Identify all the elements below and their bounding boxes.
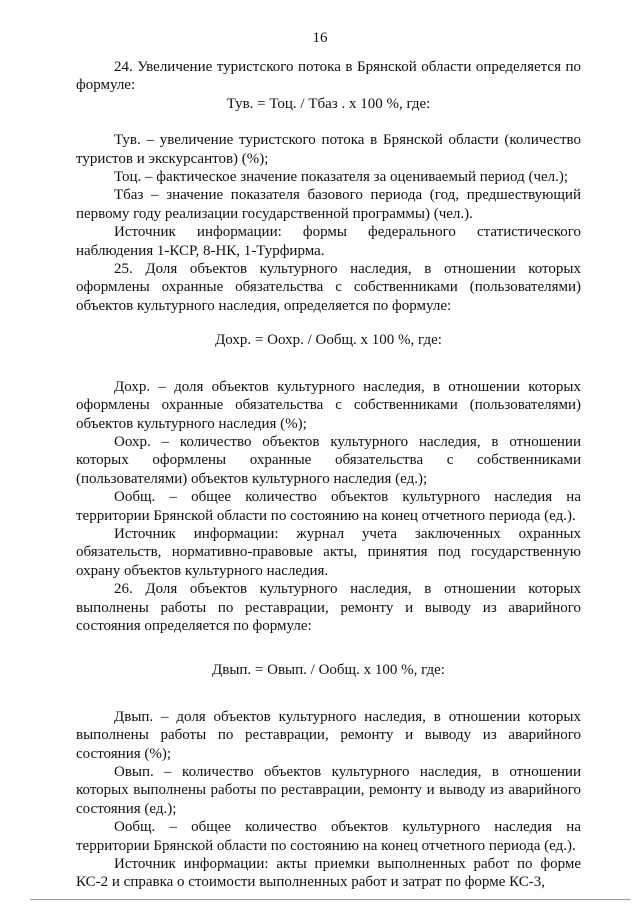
source-24: Источник информации: формы федерального статистического наблюдения 1-КСР, 8-НК, 1-Турфирма. [76, 224, 581, 259]
paragraph-25: 25. Доля объектов культурного наследия, в отношении которых оформлены охранные обязательства с собственниками (пользователями) объектов культурного наследия, определяется по формуле: [76, 261, 581, 314]
definition-oobsch-25: Ообщ. – общее количество объектов культурного наследия на территории Брянской области по состоянию на конец отчетного периода (ед.). [76, 489, 581, 524]
formula-dvyp: Двып. = Овып. / Ообщ. х 100 %, где: [212, 662, 445, 679]
definition-tuv: Тув. – увеличение туристского потока в Брянской области (количество туристов и экскурсантов) (%); [76, 132, 581, 167]
page-number: 16 [312, 30, 328, 46]
source-26: Источник информации: акты приемки выполненных работ по форме КС-2 и справка о стоимости выполненных работ и затрат по форме КС-3, [76, 856, 581, 891]
formula-tourist-growth: Тув. = Тоц. / Тбаз . х 100 %, где: [226, 95, 431, 112]
definition-dvyp: Двып. – доля объектов культурного наследия, в отношении которых выполнены работы по реставрации, ремонту и выводу из аварийного состояния (%); [76, 708, 581, 762]
definition-ovyp: Овып. – количество объектов культурного наследия, в отношении которых выполнены работы по реставрации, ремонту и выводу из аварийного состояния (ед.); [76, 764, 581, 817]
definition-toc: Тоц. – фактическое значение показателя за оцениваемый период (чел.); [114, 169, 569, 186]
definition-oohr: Оохр. – количество объектов культурного наследия, в отношении которых оформлены охранные обязательства с собственниками (пользователями) объектов культурного наследия (ед.); [76, 433, 581, 487]
scan-edge-line [30, 899, 630, 900]
definition-tbaz: Тбаз – значение показателя базового периода (год, предшествующий первому году реализации государственной программы) (чел.). [76, 187, 581, 222]
paragraph-24: 24. Увеличение туристского потока в Брянской области определяется по формуле: [76, 59, 581, 94]
definition-oobsch-26: Ообщ. – общее количество объектов культурного наследия на территории Брянской области по состоянию на конец отчетного периода (ед.). [76, 819, 581, 854]
paragraph-26: 26. Доля объектов культурного наследия, в отношении которых выполнены работы по реставрации, ремонту и выводу из аварийного состояния определяется по формуле: [76, 581, 581, 634]
document-body [76, 58, 581, 892]
source-25: Источник информации: журнал учета заключенных охранных обязательств, нормативно-правовые акты, принятия под государственную охрану объектов культурного наследия. [76, 525, 581, 579]
formula-dohr: Дохр. = Оохр. / Ообщ. х 100 %, где: [215, 332, 442, 349]
definition-dohr: Дохр. – доля объектов культурного наследия, в отношении которых оформлены охранные обязательства с собственниками (пользователями) объектов культурного наследия (%); [76, 378, 581, 432]
